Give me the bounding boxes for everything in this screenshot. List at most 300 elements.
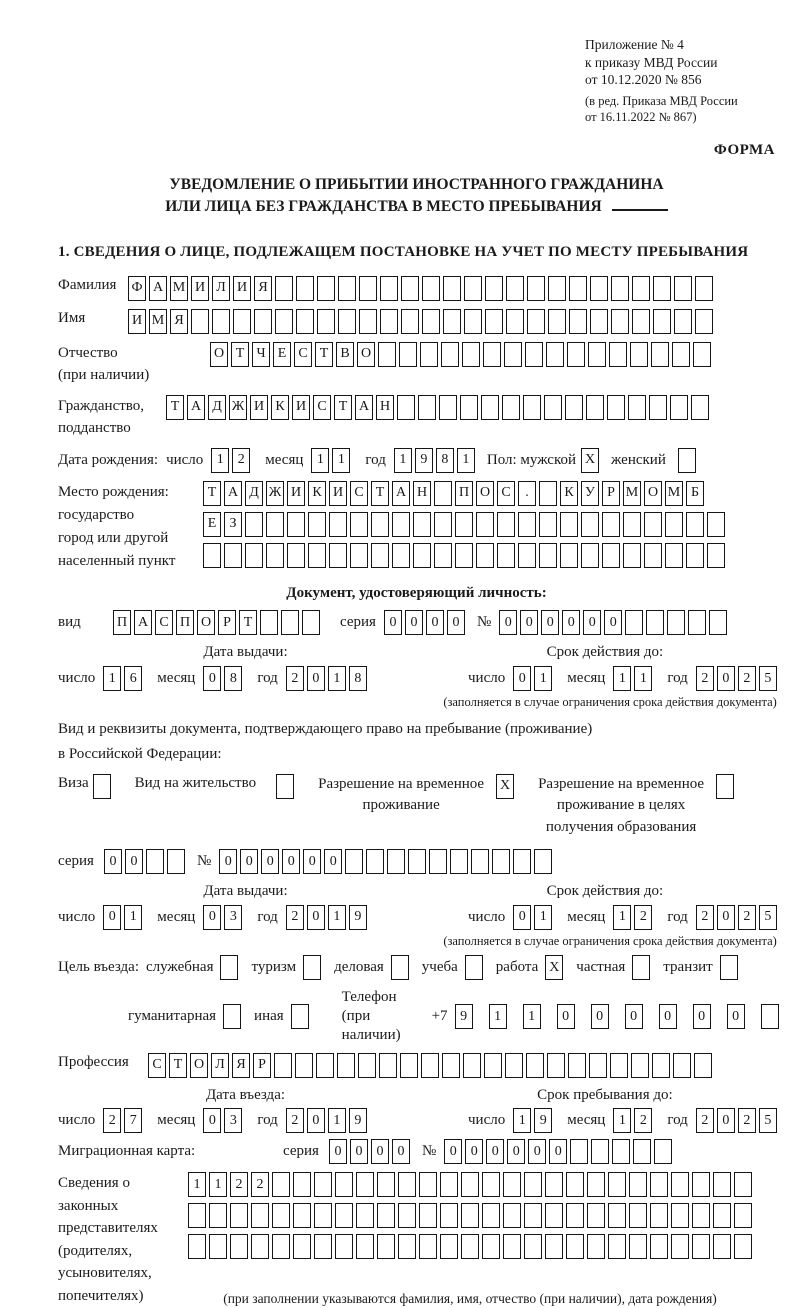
form-cell[interactable] [602, 543, 620, 568]
form-cell[interactable]: П [455, 481, 473, 506]
form-cell[interactable] [632, 276, 650, 301]
female-checkbox[interactable] [678, 448, 696, 473]
form-cell[interactable]: 0 [426, 610, 444, 635]
form-cell[interactable] [644, 543, 662, 568]
form-cell[interactable]: К [308, 481, 326, 506]
form-cell[interactable] [524, 1203, 542, 1228]
form-cell[interactable] [523, 395, 541, 420]
form-cell[interactable]: О [476, 481, 494, 506]
form-cell[interactable]: Т [334, 395, 352, 420]
form-cell[interactable]: Т [239, 610, 257, 635]
form-cell[interactable]: 0 [583, 610, 601, 635]
form-cell[interactable] [539, 512, 557, 537]
form-cell[interactable]: 0 [625, 1004, 643, 1029]
form-cell[interactable]: О [197, 610, 215, 635]
form-cell[interactable] [443, 276, 461, 301]
form-cell[interactable] [581, 512, 599, 537]
form-cell[interactable]: Е [203, 512, 221, 537]
residence-permit-checkbox[interactable] [276, 774, 294, 799]
form-cell[interactable]: В [336, 342, 354, 367]
form-cell[interactable]: 0 [350, 1139, 368, 1164]
form-cell[interactable] [629, 1203, 647, 1228]
form-cell[interactable]: 1 [513, 1108, 531, 1133]
form-cell[interactable] [492, 849, 510, 874]
form-cell[interactable]: 2 [696, 905, 714, 930]
form-cell[interactable] [665, 543, 683, 568]
form-cell[interactable] [188, 1234, 206, 1259]
form-cell[interactable] [434, 512, 452, 537]
form-cell[interactable]: Л [211, 1053, 229, 1078]
form-cell[interactable] [524, 1234, 542, 1259]
form-cell[interactable] [209, 1203, 227, 1228]
form-cell[interactable] [230, 1203, 248, 1228]
form-cell[interactable]: И [128, 309, 146, 334]
purpose-private-checkbox[interactable] [632, 955, 650, 980]
form-cell[interactable] [356, 1172, 374, 1197]
form-cell[interactable]: У [581, 481, 599, 506]
form-cell[interactable] [329, 543, 347, 568]
form-cell[interactable] [377, 1203, 395, 1228]
form-cell[interactable] [713, 1203, 731, 1228]
form-cell[interactable] [317, 309, 335, 334]
purpose-study-checkbox[interactable] [465, 955, 483, 980]
form-cell[interactable]: . [518, 481, 536, 506]
form-cell[interactable] [513, 849, 531, 874]
form-cell[interactable]: И [292, 395, 310, 420]
purpose-business-checkbox[interactable] [391, 955, 409, 980]
form-cell[interactable] [707, 543, 725, 568]
form-cell[interactable] [518, 512, 536, 537]
form-cell[interactable]: 0 [324, 849, 342, 874]
form-cell[interactable] [397, 395, 415, 420]
form-cell[interactable] [434, 543, 452, 568]
form-cell[interactable] [422, 276, 440, 301]
form-cell[interactable] [568, 1053, 586, 1078]
form-cell[interactable]: А [134, 610, 152, 635]
form-cell[interactable] [565, 395, 583, 420]
form-cell[interactable]: 0 [591, 1004, 609, 1029]
form-cell[interactable] [212, 309, 230, 334]
form-cell[interactable] [691, 395, 709, 420]
form-cell[interactable] [335, 1172, 353, 1197]
form-cell[interactable] [518, 543, 536, 568]
form-cell[interactable] [460, 395, 478, 420]
form-cell[interactable]: Д [245, 481, 263, 506]
form-cell[interactable] [484, 1053, 502, 1078]
form-cell[interactable]: 0 [717, 1108, 735, 1133]
form-cell[interactable] [566, 1234, 584, 1259]
form-cell[interactable] [503, 1203, 521, 1228]
form-cell[interactable]: 0 [282, 849, 300, 874]
form-cell[interactable] [547, 1053, 565, 1078]
form-cell[interactable] [440, 1234, 458, 1259]
form-cell[interactable]: 1 [311, 448, 329, 473]
form-cell[interactable] [539, 543, 557, 568]
form-cell[interactable]: Л [212, 276, 230, 301]
form-cell[interactable] [455, 512, 473, 537]
form-cell[interactable] [630, 342, 648, 367]
form-cell[interactable] [335, 1234, 353, 1259]
form-cell[interactable]: А [392, 481, 410, 506]
form-cell[interactable] [607, 395, 625, 420]
form-cell[interactable]: 0 [307, 666, 325, 691]
form-cell[interactable] [380, 309, 398, 334]
form-cell[interactable] [392, 512, 410, 537]
form-cell[interactable] [371, 512, 389, 537]
form-cell[interactable]: 1 [124, 905, 142, 930]
form-cell[interactable] [609, 342, 627, 367]
form-cell[interactable] [534, 849, 552, 874]
form-cell[interactable] [443, 309, 461, 334]
form-cell[interactable]: Б [686, 481, 704, 506]
form-cell[interactable] [419, 1234, 437, 1259]
form-cell[interactable] [566, 1172, 584, 1197]
form-cell[interactable] [419, 1203, 437, 1228]
form-cell[interactable] [293, 1172, 311, 1197]
form-cell[interactable] [652, 1053, 670, 1078]
form-cell[interactable] [544, 395, 562, 420]
form-cell[interactable]: 0 [520, 610, 538, 635]
form-cell[interactable]: С [155, 610, 173, 635]
form-cell[interactable]: 0 [203, 1108, 221, 1133]
form-cell[interactable] [146, 849, 164, 874]
form-cell[interactable] [612, 1139, 630, 1164]
form-cell[interactable] [481, 395, 499, 420]
form-cell[interactable] [503, 1172, 521, 1197]
form-cell[interactable]: 5 [759, 1108, 777, 1133]
form-cell[interactable] [429, 849, 447, 874]
form-cell[interactable] [275, 309, 293, 334]
form-cell[interactable] [672, 342, 690, 367]
form-cell[interactable]: 1 [613, 666, 631, 691]
form-cell[interactable]: 0 [444, 1139, 462, 1164]
form-cell[interactable] [272, 1234, 290, 1259]
form-cell[interactable] [527, 309, 545, 334]
purpose-work-checkbox[interactable]: X [545, 955, 563, 980]
form-cell[interactable] [505, 1053, 523, 1078]
form-cell[interactable] [408, 849, 426, 874]
form-cell[interactable] [525, 342, 543, 367]
form-cell[interactable] [587, 1234, 605, 1259]
form-cell[interactable] [462, 342, 480, 367]
form-cell[interactable]: И [329, 481, 347, 506]
form-cell[interactable] [338, 276, 356, 301]
form-cell[interactable]: Д [208, 395, 226, 420]
form-cell[interactable] [548, 309, 566, 334]
form-cell[interactable] [440, 1172, 458, 1197]
form-cell[interactable]: Т [166, 395, 184, 420]
form-cell[interactable]: Н [376, 395, 394, 420]
form-cell[interactable]: 0 [659, 1004, 677, 1029]
form-cell[interactable] [653, 309, 671, 334]
form-cell[interactable]: 0 [541, 610, 559, 635]
form-cell[interactable]: 2 [634, 905, 652, 930]
form-cell[interactable]: Ж [266, 481, 284, 506]
form-cell[interactable] [497, 543, 515, 568]
form-cell[interactable]: К [271, 395, 289, 420]
form-cell[interactable]: 2 [696, 666, 714, 691]
form-cell[interactable] [506, 276, 524, 301]
form-cell[interactable]: 1 [209, 1172, 227, 1197]
form-cell[interactable] [413, 512, 431, 537]
form-cell[interactable]: 1 [523, 1004, 541, 1029]
form-cell[interactable] [650, 1234, 668, 1259]
form-cell[interactable]: 2 [738, 1108, 756, 1133]
form-cell[interactable] [548, 276, 566, 301]
form-cell[interactable] [274, 1053, 292, 1078]
form-cell[interactable] [665, 512, 683, 537]
form-cell[interactable] [590, 309, 608, 334]
form-cell[interactable] [667, 610, 685, 635]
form-cell[interactable] [308, 543, 326, 568]
form-cell[interactable] [539, 481, 557, 506]
form-cell[interactable] [461, 1203, 479, 1228]
form-cell[interactable]: 1 [613, 1108, 631, 1133]
form-cell[interactable]: 1 [188, 1172, 206, 1197]
form-cell[interactable]: 0 [240, 849, 258, 874]
form-cell[interactable] [608, 1172, 626, 1197]
form-cell[interactable]: 2 [286, 1108, 304, 1133]
form-cell[interactable] [671, 1234, 689, 1259]
form-cell[interactable] [587, 1203, 605, 1228]
form-cell[interactable]: 5 [759, 666, 777, 691]
edu-permit-checkbox[interactable] [716, 774, 734, 799]
form-cell[interactable] [686, 512, 704, 537]
form-cell[interactable] [671, 1203, 689, 1228]
form-cell[interactable]: 3 [224, 1108, 242, 1133]
form-cell[interactable]: 0 [717, 905, 735, 930]
form-cell[interactable] [338, 309, 356, 334]
form-cell[interactable] [611, 276, 629, 301]
form-cell[interactable] [631, 1053, 649, 1078]
form-cell[interactable] [260, 610, 278, 635]
form-cell[interactable] [692, 1234, 710, 1259]
purpose-official-checkbox[interactable] [220, 955, 238, 980]
form-cell[interactable] [694, 1053, 712, 1078]
form-cell[interactable] [650, 1172, 668, 1197]
form-cell[interactable]: 2 [232, 448, 250, 473]
form-cell[interactable] [441, 342, 459, 367]
temp-permit-checkbox[interactable]: X [496, 774, 514, 799]
form-cell[interactable] [610, 1053, 628, 1078]
form-cell[interactable] [350, 543, 368, 568]
form-cell[interactable] [688, 610, 706, 635]
form-cell[interactable] [422, 309, 440, 334]
form-cell[interactable] [649, 395, 667, 420]
form-cell[interactable]: 2 [634, 1108, 652, 1133]
form-cell[interactable]: 1 [489, 1004, 507, 1029]
form-cell[interactable] [545, 1172, 563, 1197]
form-cell[interactable] [251, 1234, 269, 1259]
form-cell[interactable]: Ж [229, 395, 247, 420]
form-cell[interactable] [377, 1234, 395, 1259]
form-cell[interactable] [671, 1172, 689, 1197]
form-cell[interactable] [482, 1234, 500, 1259]
form-cell[interactable] [203, 543, 221, 568]
form-cell[interactable]: 0 [104, 849, 122, 874]
form-cell[interactable] [588, 342, 606, 367]
form-cell[interactable] [761, 1004, 779, 1029]
form-cell[interactable]: Е [273, 342, 291, 367]
form-cell[interactable]: 8 [436, 448, 454, 473]
form-cell[interactable]: 1 [328, 1108, 346, 1133]
form-cell[interactable] [379, 1053, 397, 1078]
form-cell[interactable] [401, 276, 419, 301]
form-cell[interactable]: 7 [124, 1108, 142, 1133]
form-cell[interactable]: И [233, 276, 251, 301]
form-cell[interactable]: 6 [124, 666, 142, 691]
form-cell[interactable] [686, 543, 704, 568]
form-cell[interactable]: С [313, 395, 331, 420]
form-cell[interactable]: 0 [513, 666, 531, 691]
form-cell[interactable]: М [665, 481, 683, 506]
form-cell[interactable] [502, 395, 520, 420]
form-cell[interactable] [602, 512, 620, 537]
form-cell[interactable]: 0 [604, 610, 622, 635]
form-cell[interactable] [418, 395, 436, 420]
form-cell[interactable]: 9 [455, 1004, 473, 1029]
form-cell[interactable]: М [149, 309, 167, 334]
form-cell[interactable] [692, 1203, 710, 1228]
form-cell[interactable]: 1 [457, 448, 475, 473]
form-cell[interactable] [497, 512, 515, 537]
form-cell[interactable]: М [170, 276, 188, 301]
form-cell[interactable]: 2 [251, 1172, 269, 1197]
form-cell[interactable]: 1 [634, 666, 652, 691]
form-cell[interactable] [345, 849, 363, 874]
form-cell[interactable] [590, 276, 608, 301]
form-cell[interactable] [464, 276, 482, 301]
form-cell[interactable] [476, 543, 494, 568]
form-cell[interactable]: 0 [219, 849, 237, 874]
form-cell[interactable] [350, 512, 368, 537]
form-cell[interactable]: 1 [332, 448, 350, 473]
form-cell[interactable] [485, 276, 503, 301]
form-cell[interactable] [482, 1203, 500, 1228]
form-cell[interactable] [545, 1234, 563, 1259]
form-cell[interactable]: 2 [103, 1108, 121, 1133]
form-cell[interactable] [628, 395, 646, 420]
form-cell[interactable] [461, 1172, 479, 1197]
form-cell[interactable] [400, 1053, 418, 1078]
form-cell[interactable] [623, 512, 641, 537]
form-cell[interactable] [651, 342, 669, 367]
purpose-other-checkbox[interactable] [291, 1004, 309, 1029]
form-cell[interactable] [611, 309, 629, 334]
form-cell[interactable] [230, 1234, 248, 1259]
form-cell[interactable] [421, 1053, 439, 1078]
form-cell[interactable]: 3 [224, 905, 242, 930]
form-cell[interactable] [503, 1234, 521, 1259]
form-cell[interactable]: 9 [349, 905, 367, 930]
form-cell[interactable] [420, 342, 438, 367]
form-cell[interactable]: 0 [717, 666, 735, 691]
form-cell[interactable]: П [176, 610, 194, 635]
form-cell[interactable]: 0 [562, 610, 580, 635]
form-cell[interactable] [272, 1203, 290, 1228]
form-cell[interactable] [245, 512, 263, 537]
form-cell[interactable] [359, 276, 377, 301]
form-cell[interactable]: О [357, 342, 375, 367]
form-cell[interactable] [359, 309, 377, 334]
form-cell[interactable] [546, 342, 564, 367]
form-cell[interactable]: 0 [486, 1139, 504, 1164]
visa-checkbox[interactable] [93, 774, 111, 799]
form-cell[interactable] [560, 512, 578, 537]
form-cell[interactable]: 2 [230, 1172, 248, 1197]
form-cell[interactable] [527, 276, 545, 301]
form-cell[interactable] [380, 276, 398, 301]
form-cell[interactable] [629, 1234, 647, 1259]
form-cell[interactable] [398, 1234, 416, 1259]
form-cell[interactable]: Т [231, 342, 249, 367]
form-cell[interactable] [673, 1053, 691, 1078]
male-checkbox[interactable]: X [581, 448, 599, 473]
form-cell[interactable]: 0 [465, 1139, 483, 1164]
form-cell[interactable]: Т [203, 481, 221, 506]
form-cell[interactable] [272, 1172, 290, 1197]
form-cell[interactable] [654, 1139, 672, 1164]
form-cell[interactable]: А [224, 481, 242, 506]
form-cell[interactable] [591, 1139, 609, 1164]
form-cell[interactable] [296, 276, 314, 301]
form-cell[interactable] [317, 276, 335, 301]
form-cell[interactable]: 0 [693, 1004, 711, 1029]
purpose-humanitarian-checkbox[interactable] [223, 1004, 241, 1029]
form-cell[interactable]: 0 [499, 610, 517, 635]
form-cell[interactable] [392, 543, 410, 568]
form-cell[interactable] [482, 1172, 500, 1197]
form-cell[interactable]: Я [254, 276, 272, 301]
form-cell[interactable]: 0 [125, 849, 143, 874]
form-cell[interactable] [450, 849, 468, 874]
form-cell[interactable] [293, 1203, 311, 1228]
form-cell[interactable]: А [355, 395, 373, 420]
form-cell[interactable] [504, 342, 522, 367]
form-cell[interactable]: П [113, 610, 131, 635]
form-cell[interactable] [674, 276, 692, 301]
form-cell[interactable] [653, 276, 671, 301]
form-cell[interactable] [560, 543, 578, 568]
form-cell[interactable] [399, 342, 417, 367]
form-cell[interactable]: Ф [128, 276, 146, 301]
form-cell[interactable] [633, 1139, 651, 1164]
form-cell[interactable]: 0 [261, 849, 279, 874]
form-cell[interactable]: 9 [349, 1108, 367, 1133]
form-cell[interactable] [695, 309, 713, 334]
form-cell[interactable] [587, 1172, 605, 1197]
form-cell[interactable] [670, 395, 688, 420]
form-cell[interactable]: И [191, 276, 209, 301]
form-cell[interactable]: 0 [329, 1139, 347, 1164]
form-cell[interactable]: 0 [528, 1139, 546, 1164]
form-cell[interactable] [167, 849, 185, 874]
form-cell[interactable] [440, 1203, 458, 1228]
form-cell[interactable] [464, 309, 482, 334]
form-cell[interactable] [398, 1172, 416, 1197]
form-cell[interactable]: 1 [613, 905, 631, 930]
form-cell[interactable]: Я [170, 309, 188, 334]
form-cell[interactable] [623, 543, 641, 568]
form-cell[interactable]: А [149, 276, 167, 301]
form-cell[interactable] [476, 512, 494, 537]
form-cell[interactable] [734, 1234, 752, 1259]
form-cell[interactable]: О [644, 481, 662, 506]
form-cell[interactable] [254, 309, 272, 334]
form-cell[interactable] [314, 1203, 332, 1228]
form-cell[interactable]: Т [169, 1053, 187, 1078]
form-cell[interactable] [644, 512, 662, 537]
